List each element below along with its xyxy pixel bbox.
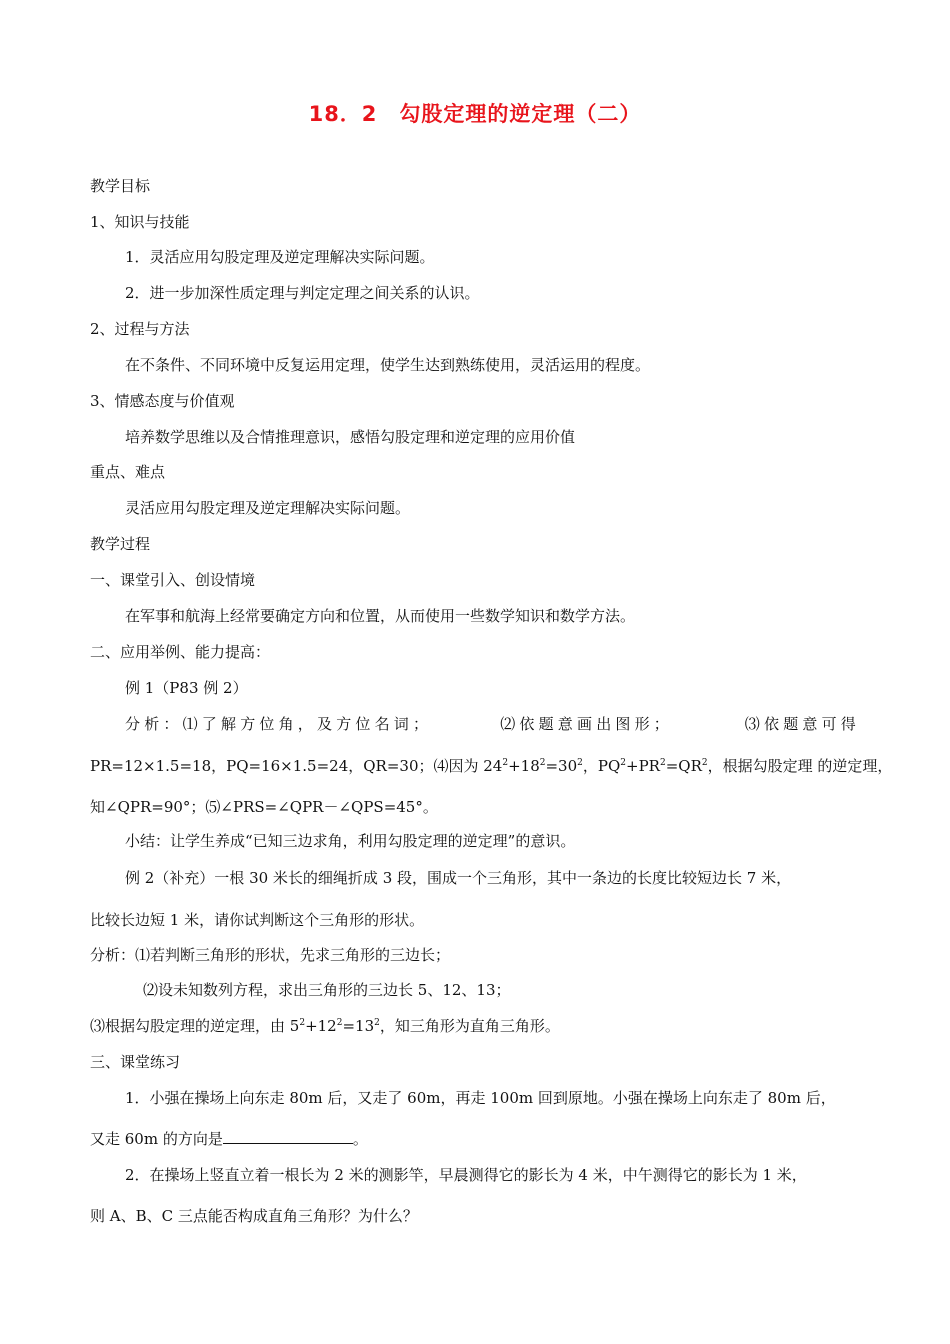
key-points-heading: 重点、难点 — [90, 463, 166, 481]
example-1-text: =QR — [665, 757, 702, 775]
part2-heading: 二、应用举例、能力提高： — [90, 643, 271, 661]
example-2-line-1: 例 2（补充）一根 30 米长的细绳折成 3 段，围成一个三角形，其中一条边的长度比较短边长 7 米， — [125, 869, 792, 887]
example-1-analysis-line-1 — [125, 714, 860, 734]
question-1-text: 又走 60m 的方向是 — [90, 1130, 223, 1148]
example-2-text: ，知三角形为直角三角形。 — [379, 1017, 560, 1035]
skills-heading: 1、知识与技能 — [90, 213, 190, 231]
example-1-text: =30 — [545, 757, 578, 775]
superscript: 2 — [299, 1018, 306, 1028]
page-title: 18．2 勾股定理的逆定理（二） — [308, 102, 642, 126]
example-2-text: ⑶根据勾股定理的逆定理，由 5 — [90, 1017, 300, 1035]
skills-item-1: 1．灵活应用勾股定理及逆定理解决实际问题。 — [125, 248, 435, 266]
skills-item-2: 2．进一步加深性质定理与判定定理之间关系的认识。 — [125, 284, 480, 302]
part3-heading: 三、课堂练习 — [90, 1053, 181, 1071]
example-1-title: 例 1（P83 例 2） — [125, 679, 248, 697]
example-1-text: +PR — [626, 757, 660, 775]
process-method-text: 在不条件、不同环境中反复运用定理，使学生达到熟练使用，灵活运用的程度。 — [125, 356, 651, 374]
superscript: 2 — [502, 758, 509, 768]
superscript: 2 — [620, 758, 626, 768]
example-1-text: ，PQ — [582, 757, 621, 775]
example-1-text: ，根据勾股定理 的逆定理， — [707, 757, 893, 775]
superscript: 2 — [374, 1018, 380, 1028]
part1-text: 在军事和航海上经常要确定方向和位置，从而使用一些数学知识和数学方法。 — [125, 607, 636, 625]
superscript: 2 — [336, 1018, 343, 1028]
process-method-heading: 2、过程与方法 — [90, 320, 190, 338]
question-2-line-1: 2．在操场上竖直立着一根长为 2 米的测影竿，早晨测得它的影长为 4 米，中午测得它的影长为 1 米， — [125, 1166, 807, 1184]
key-points-text: 灵活应用勾股定理及逆定理解决实际问题。 — [125, 499, 411, 517]
example-2-analysis-3 — [90, 1016, 560, 1036]
superscript: 2 — [659, 758, 666, 768]
example-2-analysis-1: 分析：⑴若判断三角形的形状，先求三角形的三边长； — [90, 946, 451, 964]
example-2-line-2: 比较长边短 1 米，请你试判断这个三角形的形状。 — [90, 911, 425, 929]
summary-text: 小结：让学生养成“已知三边求角，利用勾股定理的逆定理”的意识。 — [125, 832, 576, 850]
question-2-line-2: 则 A、B、C 三点能否构成直角三角形？为什么？ — [90, 1207, 418, 1225]
question-1-line-1: 1．小强在操场上向东走 80m 后，又走了 60m，再走 100m 回到原地。小强在操场上向东走了 80m 后， — [125, 1089, 836, 1107]
part1-heading: 一、课堂引入、创设情境 — [90, 571, 256, 589]
superscript: 2 — [577, 758, 583, 768]
question-1-line-2 — [90, 1129, 368, 1149]
example-1-analysis-part-2: ⑵依题意画出图形； — [500, 715, 674, 733]
example-1-analysis-part-1: 分析：⑴了解方位角，及方位名词； — [125, 715, 433, 733]
example-2-analysis-2: ⑵设未知数列方程，求出三角形的三边长 5、12、13； — [143, 981, 511, 999]
example-1-text: +18 — [508, 757, 540, 775]
example-2-text: +12 — [305, 1017, 337, 1035]
superscript: 2 — [701, 758, 708, 768]
attitude-text: 培养数学思维以及合情推理意识，感悟勾股定理和逆定理的应用价值 — [125, 428, 576, 446]
example-1-analysis-part-3: ⑶依题意可得 — [744, 715, 860, 733]
question-1-text: 。 — [352, 1130, 368, 1148]
attitude-heading: 3、情感态度与价值观 — [90, 392, 235, 410]
example-1-analysis-line-3: 知∠QPR=90°；⑸∠PRS=∠QPR－∠QPS=45°。 — [90, 798, 438, 816]
example-1-analysis-line-2 — [90, 756, 892, 776]
superscript: 2 — [539, 758, 546, 768]
answer-blank[interactable] — [223, 1129, 353, 1144]
teaching-process-heading: 教学过程 — [90, 535, 151, 553]
example-1-text: PR=12×1.5=18，PQ=16×1.5=24，QR=30；⑷因为 24 — [90, 757, 503, 775]
teaching-goals-heading: 教学目标 — [90, 177, 151, 195]
example-2-text: =13 — [342, 1017, 375, 1035]
